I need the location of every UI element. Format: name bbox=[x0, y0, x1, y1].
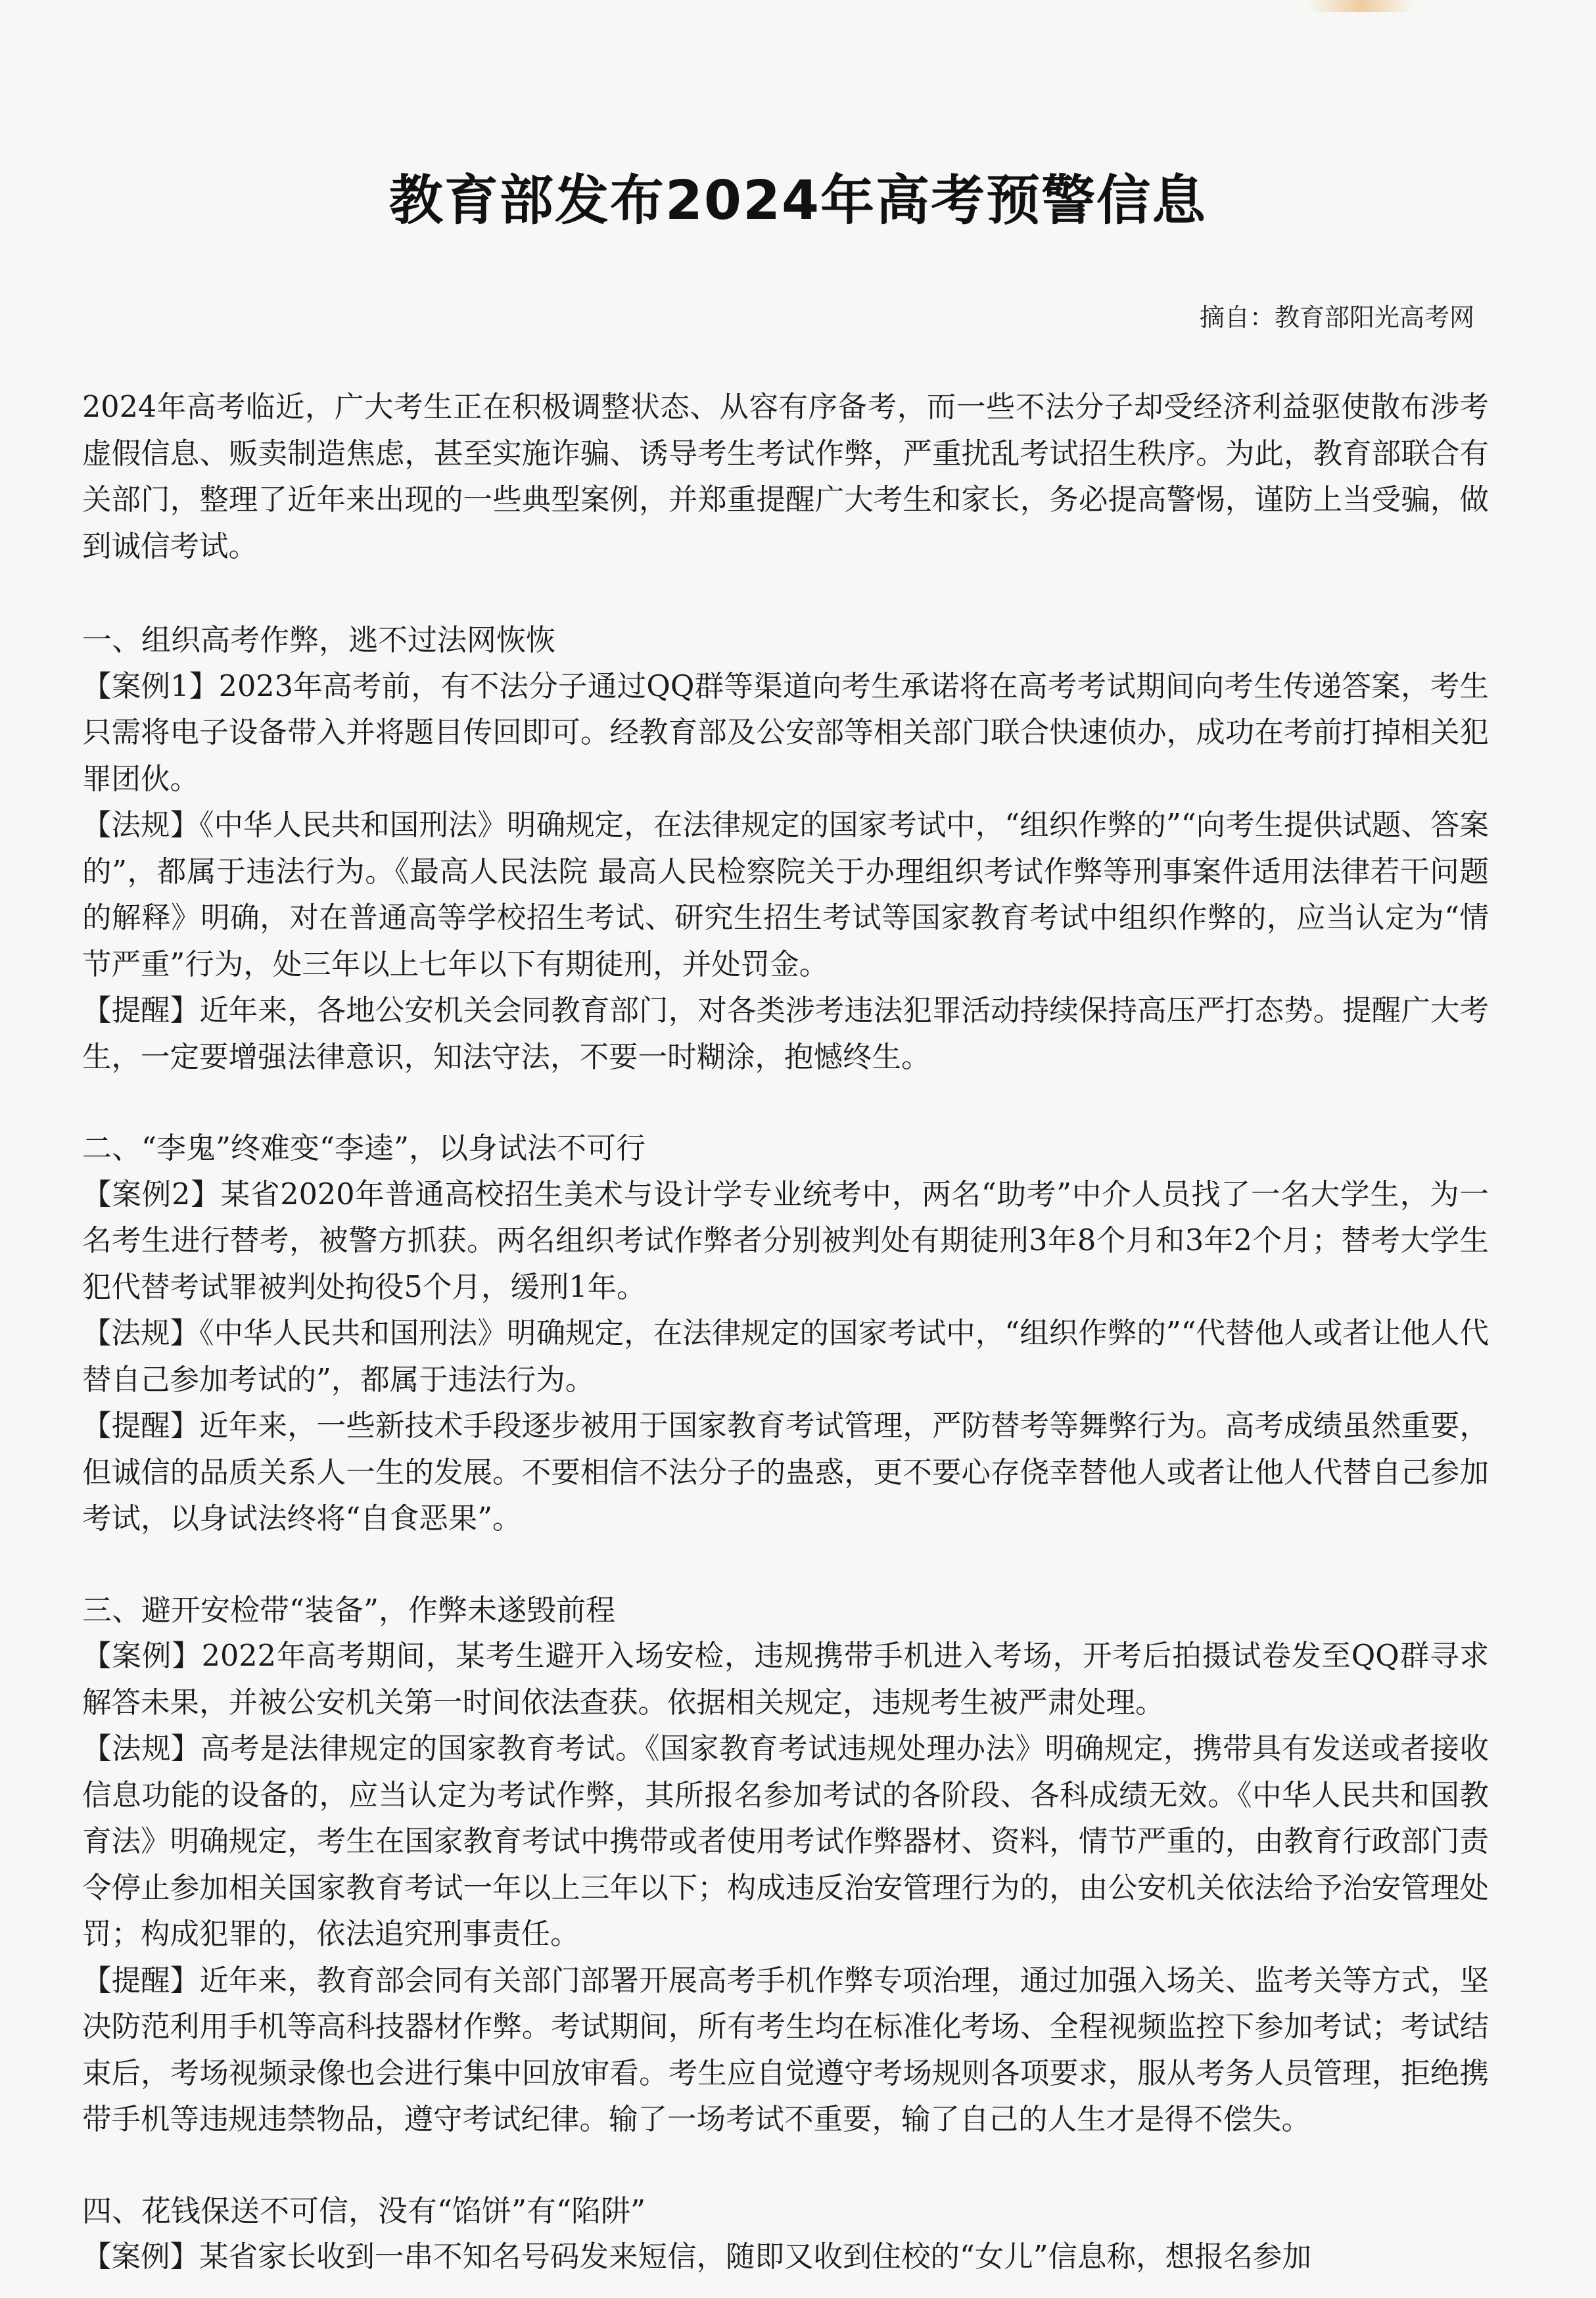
case-paragraph: 【案例2】某省2020年普通高校招生美术与设计学专业统考中，两名“助考”中介人员找了一名大学生，为一名考生进行替考，被警方抓获。两名组织考试作弊者分别被判处有期徒刑3年8个月和3年2个月；替考大学生犯代替考试罪被判处拘役5个月，缓刑1年。 bbox=[82, 1177, 1489, 1304]
source-note: 摘自：教育部阳光高考网 bbox=[1199, 303, 1474, 332]
section-heading: 二、“李鬼”终难变“李逵”，以身试法不可行 bbox=[82, 1131, 646, 1165]
case-paragraph: 【案例】某省家长收到一串不知名号码发来短信，随即又收到住校的“女儿”信息称，想报名参加 bbox=[82, 2240, 1312, 2274]
law-paragraph: 【法规】《中华人民共和国刑法》明确规定，在法律规定的国家考试中，“组织作弊的”“向考生提供试题、答案的”，都属于违法行为。《最高人民法院 最高人民检察院关于办理组织考试作弊等刑事案件适用法律若干问题的解释》明确，对在普通高等学校招生考试、研究生招生考试等国家教育考试中组织作弊的，应当认定为“情节严重”行为，处三年以上七年以下有期徒刑，并处罚金。 bbox=[82, 809, 1489, 981]
section-heading: 三、避开安检带“装备”，作弊未遂毁前程 bbox=[82, 1592, 616, 1628]
reminder-paragraph: 【提醒】近年来，一些新技术手段逐步被用于国家教育考试管理，严防替考等舞弊行为。高考成绩虽然重要，但诚信的品质关系人一生的发展。不要相信不法分子的蛊惑，更不要心存侥幸替他人或者让他人代替自己参加考试，以身试法终将“自食恶果”。 bbox=[82, 1409, 1489, 1536]
scan-artifact bbox=[1308, 0, 1413, 12]
page-title: 教育部发布2024年高考预警信息 bbox=[388, 170, 1208, 232]
intro-paragraph: 2024年高考临近，广大考生正在积极调整状态、从容有序备考，而一些不法分子却受经济利益驱使散布涉考虚假信息、贩卖制造焦虑，甚至实施诈骗、诱导考生考试作弊，严重扰乱考试招生秩序。为此，教育部联合有关部门，整理了近年来出现的一些典型案例，并郑重提醒广大考生和家长，务必提高警惕，谨防上当受骗，做到诚信考试。 bbox=[82, 390, 1489, 563]
law-paragraph: 【法规】《中华人民共和国刑法》明确规定，在法律规定的国家考试中，“组织作弊的”“代替他人或者让他人代替自己参加考试的”，都属于违法行为。 bbox=[82, 1317, 1489, 1397]
section-3 bbox=[82, 1587, 1489, 2144]
reminder-paragraph: 【提醒】近年来，教育部会同有关部门部署开展高考手机作弊专项治理，通过加强入场关、监考关等方式，坚决防范利用手机等高科技器材作弊。考试期间，所有考生均在标准化考场、全程视频监控下参加考试；考试结束后，考场视频录像也会进行集中回放审看。考生应自觉遵守考场规则各项要求，服从考务人员管理，拒绝携带手机等违规违禁物品，遵守考试纪律。输了一场考试不重要，输了自己的人生才是得不偿失。 bbox=[82, 1963, 1489, 2136]
reminder-paragraph: 【提醒】近年来，各地公安机关会同教育部门，对各类涉考违法犯罪活动持续保持高压严打态势。提醒广大考生，一定要增强法律意识，知法守法，不要一时糊涂，抱憾终生。 bbox=[82, 994, 1489, 1074]
case-paragraph: 【案例1】2023年高考前，有不法分子通过QQ群等渠道向考生承诺将在高考考试期间向考生传递答案，考生只需将电子设备带入并将题目传回即可。经教育部及公安部等相关部门联合快速侦办，成功在考前打掉相关犯罪团伙。 bbox=[82, 669, 1489, 796]
section-1 bbox=[82, 617, 1489, 1081]
section-heading: 一、组织高考作弊，逃不过法网恢恢 bbox=[82, 622, 556, 657]
case-paragraph: 【案例】2022年高考期间，某考生避开入场安检，违规携带手机进入考场，开考后拍摄试卷发至QQ群寻求解答未果，并被公安机关第一时间依法查获。依据相关规定，违规考生被严肃处理。 bbox=[82, 1639, 1489, 1720]
document-body bbox=[82, 385, 1489, 2281]
section-heading: 四、花钱保送不可信，没有“馅饼”有“陷阱” bbox=[82, 2193, 646, 2228]
law-paragraph: 【法规】高考是法律规定的国家教育考试。《国家教育考试违规处理办法》明确规定，携带具有发送或者接收信息功能的设备的，应当认定为考试作弊，其所报名参加考试的各阶段、各科成绩无效。《中华人民共和国教育法》明确规定，考生在国家教育考试中携带或者使用考试作弊器材、资料，情节严重的，由教育行政部门责令停止参加相关国家教育考试一年以上三年以下；构成违反治安管理行为的，由公安机关依法给予治安管理处罚；构成犯罪的，依法追究刑事责任。 bbox=[82, 1732, 1489, 1951]
section-2 bbox=[82, 1125, 1489, 1543]
section-4 bbox=[82, 2188, 1489, 2281]
